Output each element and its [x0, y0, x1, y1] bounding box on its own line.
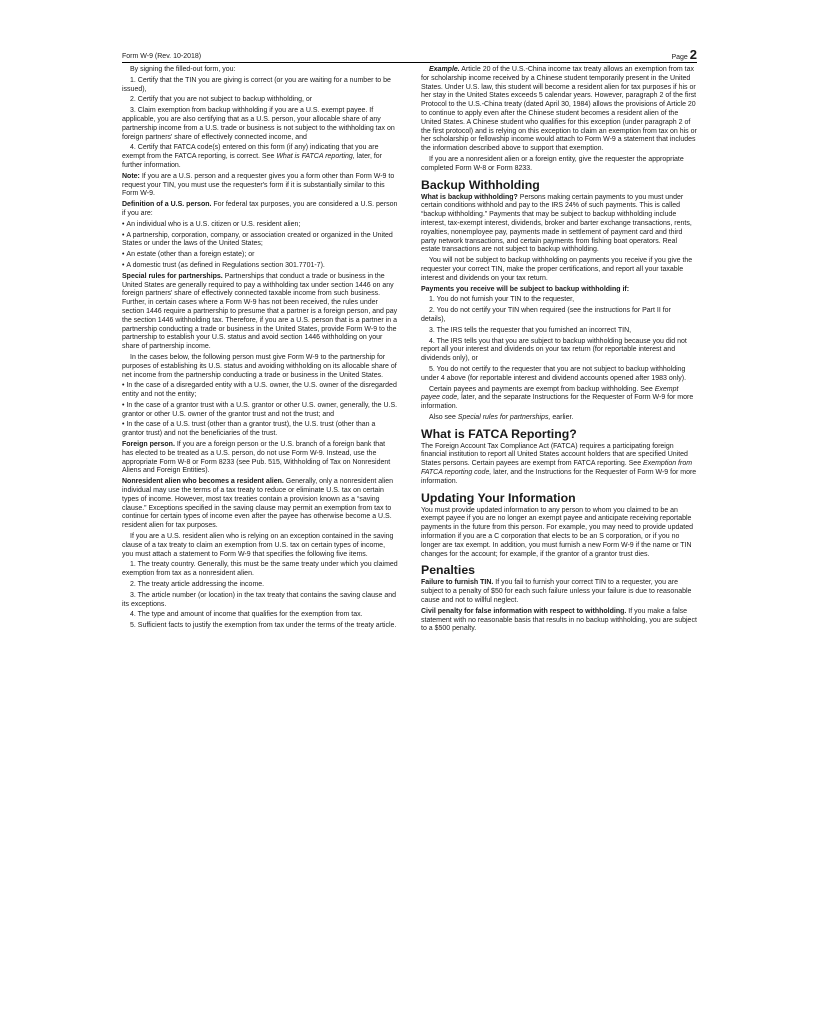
text-run: If you fail to furnish your correct TIN to a requester, you are subject to a penalty of $50 for each such failure unless your failure is due to reasonable cause and not to willful neglect.	[421, 579, 692, 605]
list-item: 2. Certify that you are not subject to backup withholding, or	[130, 96, 313, 104]
paragraph: In the cases below, the following person must give Form W-9 to the partnership for purposes of establishing its U.S. status and avoiding withholding on its allocable share of net income from the partnership conducting a trade or business in the United States.	[122, 353, 397, 379]
form-label: Form W-9 (Rev. 10-2018)	[122, 53, 202, 60]
example-paragraph	[421, 66, 697, 154]
text-run: later, and the separate Instructions for the Requester of Form W-9 for more information.	[421, 394, 694, 411]
paragraph	[421, 414, 697, 423]
italic-ref: Exemption from FATCA reporting code,	[421, 460, 693, 477]
list-item: 4. The IRS tells you that you are subject to backup withholding because you did not report all your interest and dividends on your tax return (for reportable interest and dividends only), or	[421, 337, 687, 363]
bullet-item: • In the case of a U.S. trust (other than a grantor trust), the U.S. trust (other than a grantor trust) and not the beneficiaries of the trust.	[122, 421, 398, 439]
text-run: later, for further information.	[122, 153, 383, 169]
paragraph	[421, 608, 697, 634]
bullet-item: • An individual who is a U.S. citizen or U.S. resident alien;	[122, 221, 398, 230]
bullet-item: • In the case of a disregarded entity with a U.S. owner, the U.S. owner of the disregarded entity and not the entity;	[122, 382, 398, 400]
page-word: Page	[671, 54, 688, 61]
bullet-item: • An estate (other than a foreign estate); or	[122, 251, 398, 260]
text-run: For federal tax purposes, you are considered a U.S. person if you are:	[122, 201, 398, 217]
text-run: If you make a false statement with no reasonable basis that results in no backup withholding, you are subject to a $500 penalty.	[421, 607, 697, 633]
page-indicator	[671, 47, 697, 62]
list-item: 3. The article number (or location) in the tax treaty that contains the saving clause and its exceptions.	[122, 591, 397, 608]
bold-lead: Failure to furnish TIN.	[421, 579, 494, 587]
text-run: Partnerships that conduct a trade or business in the United States are generally required to pay a withholding tax under section 1446 on any foreign partners' share of effectively connected taxable income from such business. Further, in certain cases where a Form W-9 has not been received, the rules under section 1446 require a partnership to presume that a partner is a foreign person, and pay the section 1446 withholding tax. Therefore, if you are a U.S. person that is a partner in a partnership conducting a trade or business in the United States, provide Form W-9 to the partnership to establish your U.S. status and avoid section 1446 withholding on your share of partnership income.	[122, 272, 398, 351]
text-run: later, and the Instructions for the Requester of Form W-9 for more information.	[421, 469, 697, 485]
list-item: 4. The type and amount of income that qualifies for the exemption from tax.	[130, 611, 363, 619]
subheading	[421, 286, 697, 295]
page-number: 2	[689, 47, 697, 62]
italic-ref: Exempt payee code,	[421, 385, 679, 402]
paragraph	[421, 579, 697, 605]
list-item	[122, 144, 398, 170]
list-item: 2. You do not certify your TIN when required (see the instructions for Part II for details),	[421, 307, 671, 323]
bold-lead: Nonresident alien who becomes a resident alien.	[122, 478, 284, 486]
italic-ref: What is FATCA reporting,	[276, 153, 355, 161]
bullet-item: • A partnership, corporation, company, or association created or organized in the United States or under the laws of the United States;	[122, 232, 398, 250]
section-heading: What is FATCA Reporting?	[421, 426, 577, 441]
bold-lead: Civil penalty for false information with respect to withholding.	[421, 607, 627, 615]
list-item: 1. Certify that the TIN you are giving is correct (or you are waiting for a number to be issued),	[122, 76, 391, 93]
list-item: 5. Sufficient facts to justify the exemption from tax under the terms of the treaty article.	[130, 622, 397, 630]
bold-lead: What is backup withholding?	[421, 193, 518, 201]
partnership-paragraph	[122, 273, 398, 352]
text-run: Persons making certain payments to you must under certain conditions withhold and pay to the IRS 24% of such payments. This is called “backup withholding.” Payments that may be subject to backup withholding include interest, tax-exempt interest, dividends, broker and barter exchange transactions, rents, royalties, nonemployee pay, payments made in settlement of payment card and third party network transactions, and certain payments from fishing boat operators. Real estate transactions are not subject to backup withholding.	[421, 193, 692, 254]
italic-lead: Example.	[429, 66, 460, 73]
text-run: Generally, only a nonresident alien individual may use the terms of a tax treaty to reduce or eliminate U.S. tax on certain types of income. However, most tax treaties contain a provision known as a “saving clause.” Exceptions specified in the saving clause may permit an exemption from tax to continue for certain types of income even after the payee has otherwise become a U.S. resident alien for tax purposes.	[122, 478, 394, 530]
section-heading: Penalties	[421, 563, 475, 578]
paragraph	[421, 386, 697, 412]
bullet-item: • In the case of a grantor trust with a U.S. grantor or other U.S. owner, generally, the U.S. grantor or other U.S. owner of the grantor trust and not the trust; and	[122, 402, 398, 420]
bold-lead: Foreign person.	[122, 441, 175, 449]
nonresident-paragraph	[122, 478, 398, 531]
text-run: Article 20 of the U.S.-China income tax treaty allows an exemption from tax for scholarship income received by a Chinese student temporarily present in the United States. Under U.S. law, this student will become a resident alien for tax purposes if his or her stay in the United States exceeds 5 calendar years. However, paragraph 2 of the first Protocol to the U.S.-China treaty (dated April 30, 1984) allows the provisions of Article 20 to continue to apply even after the Chinese student becomes a resident alien of the United States. A Chinese student who qualifies for this exception (under paragraph 2 of the first protocol) and is relying on this exception to claim an exemption from tax on his or her scholarship or fellowship income would attach to Form W-9 a statement that includes the information described above to support that exemption.	[421, 66, 697, 153]
text-run: If you are a U.S. person and a requester gives you a form other than Form W-9 to request your TIN, you must use the requester's form if it is substantially similar to this Form W-9.	[122, 172, 395, 198]
text-run: Certain payees and payments are exempt from backup withholding. See	[429, 385, 655, 393]
list-item: 2. The treaty article addressing the income.	[130, 581, 265, 589]
text-run: 4. Certify that FATCA code(s) entered on this form (if any) indicating that you are exempt from the FATCA reporting, is correct. See	[122, 144, 379, 161]
left-column	[122, 66, 398, 633]
paragraph	[421, 443, 697, 487]
section-heading: Updating Your Information	[421, 490, 576, 505]
definition-paragraph	[122, 201, 398, 219]
list-item: 1. You do not furnish your TIN to the requester,	[429, 296, 575, 304]
text-run: Also see	[429, 413, 458, 421]
bullet-item: • A domestic trust (as defined in Regulations section 301.7701-7).	[122, 262, 398, 271]
list-item: 3. Claim exemption from backup withholding if you are a U.S. exempt payee. If applicable, you are also certifying that as a U.S. person, your allocable share of any partnership income from a U.S. trade or business is not subject to the withholding tax on foreign partners' share of effectively connected income, and	[122, 107, 395, 141]
paragraph	[421, 194, 697, 256]
list-item: 5. You do not certify to the requester that you are not subject to backup withholding under 4 above (for reportable interest and dividend accounts opened after 1983 only).	[421, 365, 687, 382]
bold-lead: Definition of a U.S. person.	[122, 201, 212, 209]
bold-lead: Note:	[122, 172, 140, 180]
paragraph: If you are a nonresident alien or a foreign entity, give the requester the appropriate completed Form W-8 or Form 8233.	[421, 155, 684, 172]
right-column	[421, 66, 697, 636]
paragraph: You will not be subject to backup withholding on payments you receive if you give the requester your correct TIN, make the proper certifications, and report all your taxable interest and dividends on your tax return.	[421, 257, 693, 282]
text-run: If you are a foreign person or the U.S. branch of a foreign bank that has elected to be treated as a U.S. person, do not use Form W-9. Instead, use the appropriate Form W-8 or Form 8233 (see Pub. 515, Withholding of Tax on Nonresident Aliens and Foreign Entities).	[122, 441, 391, 475]
text-run: earlier.	[550, 413, 574, 421]
paragraph: You must provide updated information to any person to whom you claimed to be an exempt payee if you are no longer an exempt payee and anticipate receiving reportable payments in the future from this person. For example, you may need to provide updated information if you are a C corporation that elects to be an S corporation, or if you no longer are tax exempt. In addition, you must furnish a new Form W-9 if the name or TIN changes for the account; for example, if the grantor of a grantor trust dies.	[421, 506, 693, 558]
text-run: The Foreign Account Tax Compliance Act (FATCA) requires a participating foreign financial institution to report all United States account holders that are specified United States persons. Certain payees are exempt from FATCA reporting. See	[421, 442, 688, 468]
foreign-person-paragraph	[122, 441, 398, 476]
section-heading: Backup Withholding	[421, 177, 540, 192]
bold-lead: Payments you receive will be subject to backup withholding if:	[421, 285, 630, 293]
note-paragraph	[122, 173, 398, 199]
list-item: 1. The treaty country. Generally, this must be the same treaty under which you claimed exemption from tax as a nonresident alien.	[122, 561, 398, 578]
list-item: 3. The IRS tells the requester that you furnished an incorrect TIN,	[429, 326, 632, 334]
bold-lead: Special rules for partnerships.	[122, 272, 223, 280]
paragraph: If you are a U.S. resident alien who is relying on an exception contained in the saving clause of a tax treaty to claim an exemption from U.S. tax on certain types of income, you must attach a statement to Form W-9 that specifies the following five items.	[122, 533, 394, 558]
page-header	[122, 44, 697, 63]
italic-ref: Special rules for partnerships,	[457, 413, 551, 421]
paragraph: By signing the filled-out form, you:	[130, 66, 236, 73]
